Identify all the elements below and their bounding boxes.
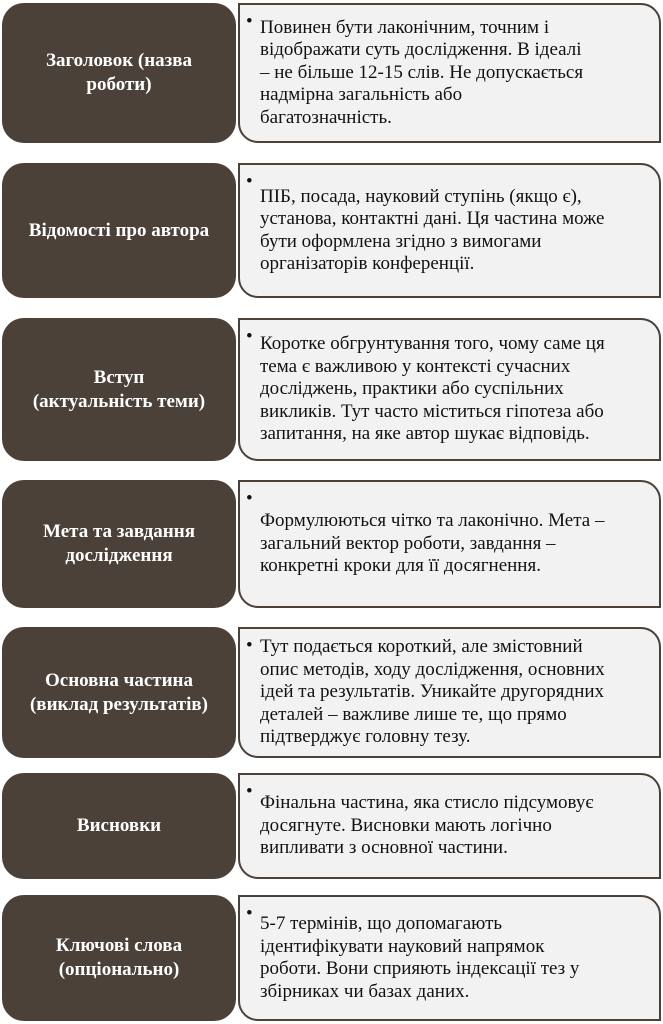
description-box [238, 773, 661, 879]
label-box [2, 318, 236, 461]
description-text: ПІБ, посада, науковий ступінь (якщо є), установа, контактні дані. Ця частина може бути оформлена згідно з вимогами організаторів конференції. [260, 185, 605, 274]
label-text: Вступ (актуальність теми) [32, 366, 206, 412]
bullet-icon: • [246, 903, 253, 924]
bullet-icon: • [246, 171, 253, 192]
label-box [2, 773, 236, 879]
description-box [238, 895, 661, 1021]
label-text: Відомості про автора [28, 219, 210, 241]
row-keywords [0, 895, 663, 1021]
description-box [238, 627, 661, 758]
label-text: Основна частина (виклад результатів) [29, 669, 209, 715]
description-box [238, 318, 661, 461]
row-main-part [0, 627, 663, 758]
description-box [238, 163, 661, 298]
description-box [238, 480, 661, 608]
bullet-icon: • [246, 488, 253, 509]
description-text: Повинен бути лаконічним, точним і відображати суть дослідження. В ідеалі – не більше 12-15 слів. Не допускається надмірна загальність або багатозначність. [260, 16, 584, 128]
bullet-icon: • [246, 11, 253, 32]
bullet-icon: • [246, 635, 253, 656]
bullet-icon: • [246, 781, 253, 802]
label-box [2, 895, 236, 1021]
label-text: Мета та завдання дослідження [43, 521, 195, 566]
description-text: 5-7 термінів, що допомагають ідентифікувати науковий напрямок роботи. Вони сприяють індексації тез у збірниках чи базах даних. [260, 913, 580, 1002]
label-box [2, 163, 236, 298]
description-text: Формулюються чітко та лаконічно. Мета – загальний вектор роботи, завдання – конкретні кроки для її досягнення. [260, 510, 605, 577]
label-box [2, 3, 236, 143]
bullet-icon: • [246, 326, 253, 347]
label-box [2, 480, 236, 608]
row-author-info [0, 163, 663, 298]
label-text: Висновки [76, 815, 162, 836]
row-conclusions [0, 773, 663, 879]
description-text: Фінальна частина, яка стисло підсумовує досягнуте. Висновки мають логічно випливати з основної частини. [260, 792, 594, 859]
description-text: Коротке обгрунтування того, чому саме ця тема є важливою у контексті сучасних досліджень, практики або суспільних викликів. Тут часто міститься гіпотеза або запитання, на яке автор шукає відповідь. [260, 333, 605, 445]
row-introduction [0, 318, 663, 461]
label-text: Заголовок (назва роботи) [45, 50, 193, 95]
description-box [238, 3, 661, 143]
label-box [2, 627, 236, 758]
label-text: Ключові слова (опціонально) [55, 935, 183, 980]
row-goal-tasks [0, 480, 663, 608]
row-title [0, 3, 663, 143]
description-text: Тут подається короткий, але змістовний опис методів, ходу дослідження, основних ідей та результатів. Уникайте другорядних деталей – важливе лише те, що прямо підтверджує головну тезу. [260, 636, 605, 748]
